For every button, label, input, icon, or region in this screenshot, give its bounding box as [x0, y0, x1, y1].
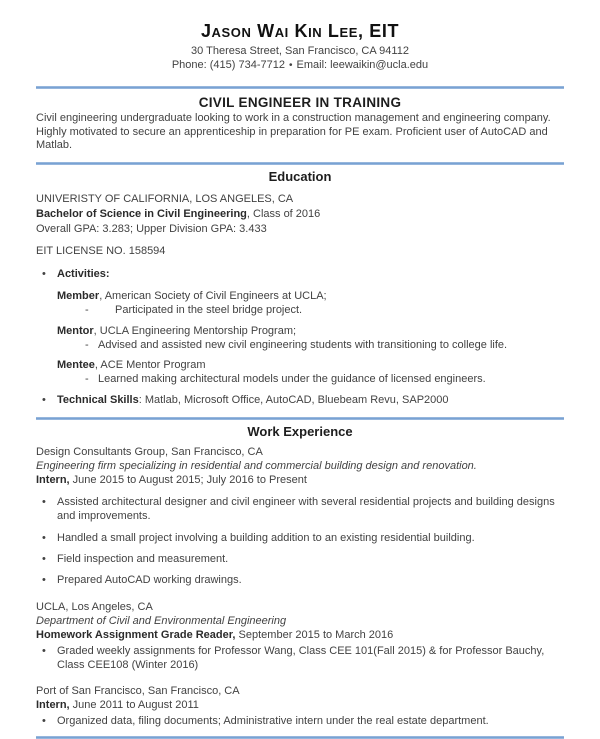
divider-line [36, 736, 564, 739]
job-bullet: • Graded weekly assignments for Professor Wang, Class CEE 101(Fall 2015) & for Professor Bauchy, Class CEE108 (Winter 2016) [42, 644, 545, 671]
school-name: UNIVERISTY OF CALIFORNIA, LOS ANGELES, CA [36, 192, 294, 205]
activity-item [57, 289, 564, 317]
objective-title: CIVIL ENGINEER IN TRAINING [198, 95, 402, 110]
bullet-icon: • [42, 552, 46, 565]
candidate-name: Jason Wai Kin Lee, EIT [200, 21, 400, 41]
section-title-work: Work Experience [247, 423, 353, 439]
bullet-icon: • [42, 644, 46, 657]
job-bullet: • Field inspection and measurement. [42, 552, 229, 565]
company-line: UCLA, Los Angeles, CA [36, 600, 153, 613]
phone-text: Phone: (415) 734-7712 [171, 59, 285, 71]
degree-line: Bachelor of Science in Civil Engineering, Class of 2016 [36, 207, 321, 220]
bullet-icon: • [42, 573, 46, 586]
activity-detail: - Participated in the steel bridge project. [85, 303, 303, 316]
role-line: Homework Assignment Grade Reader, September 2015 to March 2016 [36, 628, 394, 641]
company-description: Department of Civil and Environmental Engineering [36, 614, 287, 627]
divider-line [36, 86, 564, 89]
role-line: Intern, June 2011 to August 2011 [36, 698, 199, 711]
activity-role-line: Member, American Society of Civil Engineers at UCLA; [57, 289, 327, 302]
bullet-icon: • [42, 393, 46, 406]
activities-header [42, 267, 564, 281]
technical-skills-line: • Technical Skills: Matlab, Microsoft Office, AutoCAD, Bluebeam Revu, SAP2000 [42, 393, 449, 406]
job-bullet: • Handled a small project involving a building addition to an existing residential building. [42, 531, 475, 544]
dash-icon: - [85, 338, 89, 351]
job-entry [36, 684, 564, 728]
resume-header [36, 21, 564, 72]
bullet-icon: • [42, 714, 46, 727]
company-line: Design Consultants Group, San Francisco, CA [36, 445, 263, 458]
divider-line [36, 417, 564, 420]
bullet-separator-icon: • [289, 60, 293, 71]
bullet-icon: • [42, 531, 46, 544]
job-bullet: • Organized data, filing documents; Administrative intern under the real estate department. [42, 714, 489, 727]
job-bullet: • Assisted architectural designer and civil engineer with several residential projects and building designs and improvements. [42, 495, 555, 522]
activity-detail: - Advised and assisted new civil engineering students with transitioning to college life. [85, 338, 508, 351]
contact-line [36, 59, 564, 72]
activities-label: Activities: [57, 267, 110, 280]
bullet-icon: • [42, 267, 46, 280]
address-line: 30 Theresa Street, San Francisco, CA 94112 [191, 45, 409, 57]
company-description: Engineering firm specializing in residential and commercial building design and renovation. [36, 459, 477, 472]
email-text: Email: leewaikin@ucla.edu [296, 59, 429, 71]
activity-role-line: Mentor, UCLA Engineering Mentorship Program; [57, 324, 297, 337]
dash-icon: - [85, 303, 89, 316]
activity-item [57, 324, 564, 352]
dash-icon: - [85, 372, 89, 385]
company-line: Port of San Francisco, San Francisco, CA [36, 684, 240, 697]
section-title-education: Education [268, 168, 332, 184]
objective-summary: Civil engineering undergraduate looking to work in a construction management and engineering company. Highly motivated to secure an apprenticeship in preparation for PE exam. Proficient user of AutoCAD and Matlab. [36, 112, 551, 151]
activity-detail: - Learned making architectural models under the guidance of licensed engineers. [85, 372, 486, 385]
job-bullet: • Prepared AutoCAD working drawings. [42, 573, 242, 586]
gpa-line: Overall GPA: 3.283; Upper Division GPA: 3.433 [36, 222, 267, 235]
bullet-icon: • [42, 495, 46, 508]
activity-role-line: Mentee, ACE Mentor Program [57, 358, 206, 371]
education-block [36, 192, 564, 407]
job-entry [36, 600, 564, 672]
license-line: EIT LICENSE NO. 158594 [36, 244, 166, 257]
job-entry [36, 445, 564, 587]
activity-item [57, 358, 564, 386]
divider-line [36, 162, 564, 165]
role-line: Intern, June 2015 to August 2015; July 2016 to Present [36, 473, 307, 486]
